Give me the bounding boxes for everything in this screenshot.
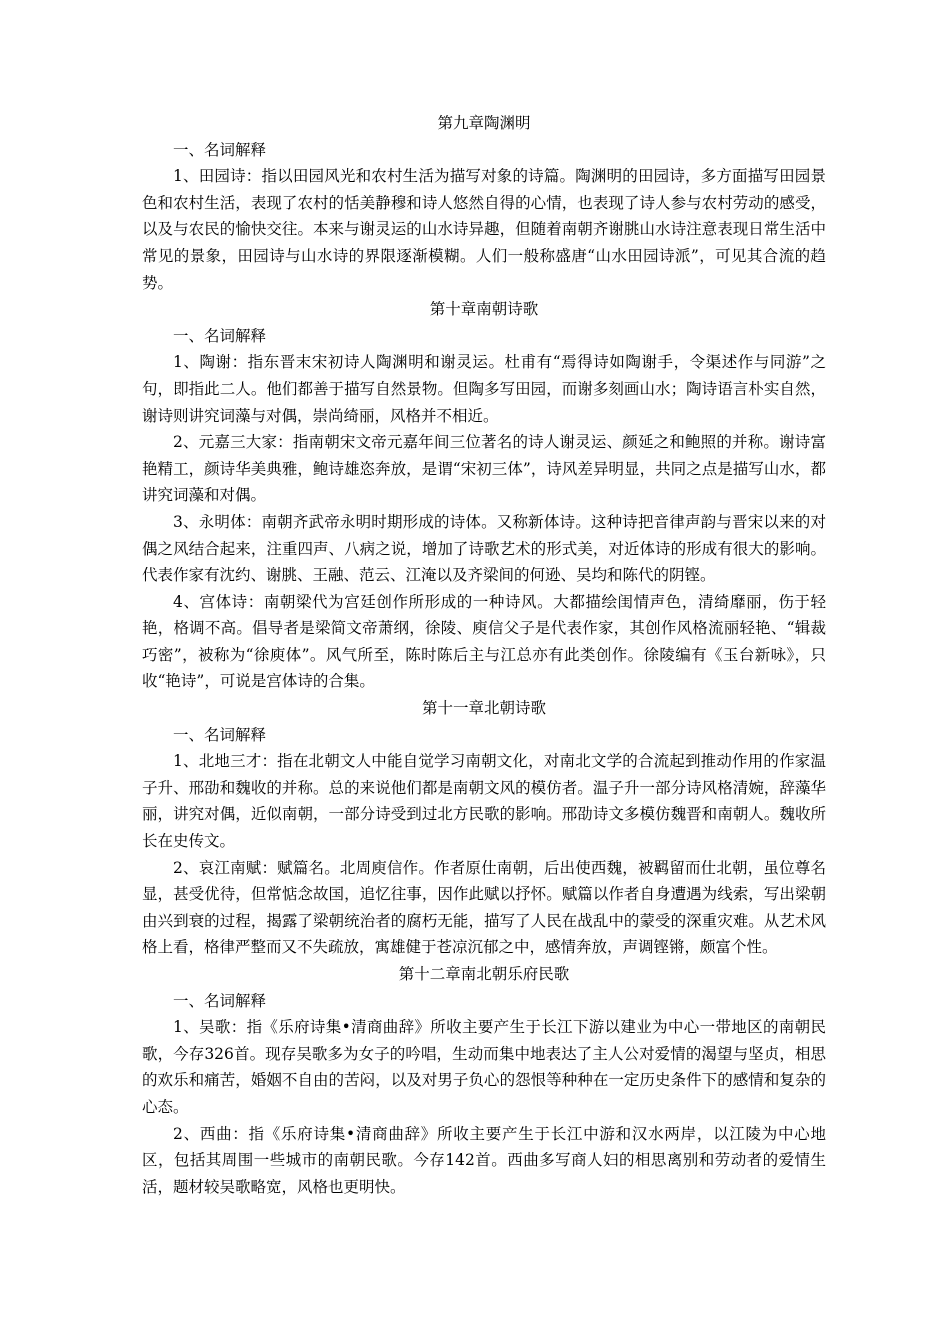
document-body xyxy=(142,110,826,1200)
chapter-title: 第十一章北朝诗歌 xyxy=(421,699,546,718)
section-heading: 一、名词解释 xyxy=(173,725,267,744)
term-paragraph: 1、田园诗：指以田园风光和农村生活为描写对象的诗篇。陶渊明的田园诗，多方面描写田园景色和农村生活，表现了农村的恬美静穆和诗人悠然自得的心情，也表现了诗人参与农村劳动的感受，以及与农民的愉快交往。本来与谢灵运的山水诗异趣，但随着南朝齐谢朓山水诗注意表现日常生活中常见的景象，田园诗与山水诗的界限逐渐模糊。人们一般称盛唐“山水田园诗派”，可见其合流的趋势。 xyxy=(142,167,826,292)
chapter-title: 第九章陶渊明 xyxy=(437,114,531,132)
term-paragraph: 1、吴歌：指《乐府诗集•清商曲辞》所收主要产生于长江下游以建业为中心一带地区的南朝民歌，今存326首。现存吴歌多为女子的吟唱，生动而集中地表达了主人公对爱情的渴望与坚贞，相思的欢乐和痛苦，婚姻不自由的苦闷，以及对男子负心的怨恨等种种在一定历史条件下的感情和复杂的心态。 xyxy=(142,1018,826,1116)
chapter-title: 第十二章南北朝乐府民歌 xyxy=(398,965,570,983)
term-paragraph: 1、陶谢：指东晋末宋初诗人陶渊明和谢灵运。杜甫有“焉得诗如陶谢手，令渠述作与同游”之句，即指此二人。他们都善于描写自然景物。但陶多写田园，而谢多刻画山水；陶诗语言朴实自然，谢诗则讲究词藻与对偶，崇尚绮丽，风格并不相近。 xyxy=(142,353,826,425)
chapter-title: 第十章南朝诗歌 xyxy=(429,300,539,319)
term-paragraph: 2、元嘉三大家：指南朝宋文帝元嘉年间三位著名的诗人谢灵运、颜延之和鲍照的并称。谢诗富艳精工，颜诗华美典雅，鲍诗雄恣奔放，是谓“宋初三体”，诗风差异明显，共同之点是描写山水，都讲究词藻和对偶。 xyxy=(142,433,826,505)
section-heading: 一、名词解释 xyxy=(173,326,267,345)
section-heading: 一、名词解释 xyxy=(173,140,267,159)
term-paragraph: 2、哀江南赋：赋篇名。北周庾信作。作者原仕南朝，后出使西魏，被羁留而仕北朝，虽位尊名显，甚受优待，但常惦念故国，追忆往事，因作此赋以抒怀。赋篇以作者自身遭遇为线索，写出梁朝由兴到衰的过程，揭露了梁朝统治者的腐朽无能，描写了人民在战乱中的蒙受的深重灾难。从艺术风格上看，格律严整而又不失疏放，寓雄健于苍凉沉郁之中，感情奔放，声调铿锵，颇富个性。 xyxy=(142,858,826,957)
term-paragraph: 3、永明体：南朝齐武帝永明时期形成的诗体。又称新体诗。这种诗把音律声韵与晋宋以来的对偶之风结合起来，注重四声、八病之说，增加了诗歌艺术的形式美，对近体诗的形成有很大的影响。代表作家有沈约、谢朓、王融、范云、江淹以及齐梁间的何逊、吴均和陈代的阴铿。 xyxy=(142,512,826,585)
term-paragraph: 4、宫体诗：南朝梁代为宫廷创作所形成的一种诗风。大都描绘闺情声色，清绮靡丽，伤于轻艳，格调不高。倡导者是梁简文帝萧纲，徐陵、庾信父子是代表作家，其创作风格流丽轻艳、“辑裁巧密”，被称为“徐庾体”。风气所至，陈时陈后主与江总亦有此类创作。徐陵编有《玉台新咏》，只收“艳诗”，可说是宫体诗的合集。 xyxy=(142,592,826,691)
section-heading: 一、名词解释 xyxy=(173,991,267,1010)
term-paragraph: 2、西曲：指《乐府诗集•清商曲辞》所收主要产生于长江中游和汉水两岸，以江陵为中心地区，包括其周围一些城市的南朝民歌。今存142首。西曲多写商人妇的相思离别和劳动者的爱情生活，题材较吴歌略宽，风格也更明快。 xyxy=(142,1124,826,1196)
term-paragraph: 1、北地三才：指在北朝文人中能自觉学习南朝文化，对南北文学的合流起到推动作用的作家温子升、邢劭和魏收的并称。总的来说他们都是南朝文风的模仿者。温子升一部分诗风格清婉，辞藻华丽，讲究对偶，近似南朝，一部分诗受到过北方民歌的影响。邢劭诗文多模仿魏晋和南朝人。魏收所长在史传文。 xyxy=(142,752,826,851)
